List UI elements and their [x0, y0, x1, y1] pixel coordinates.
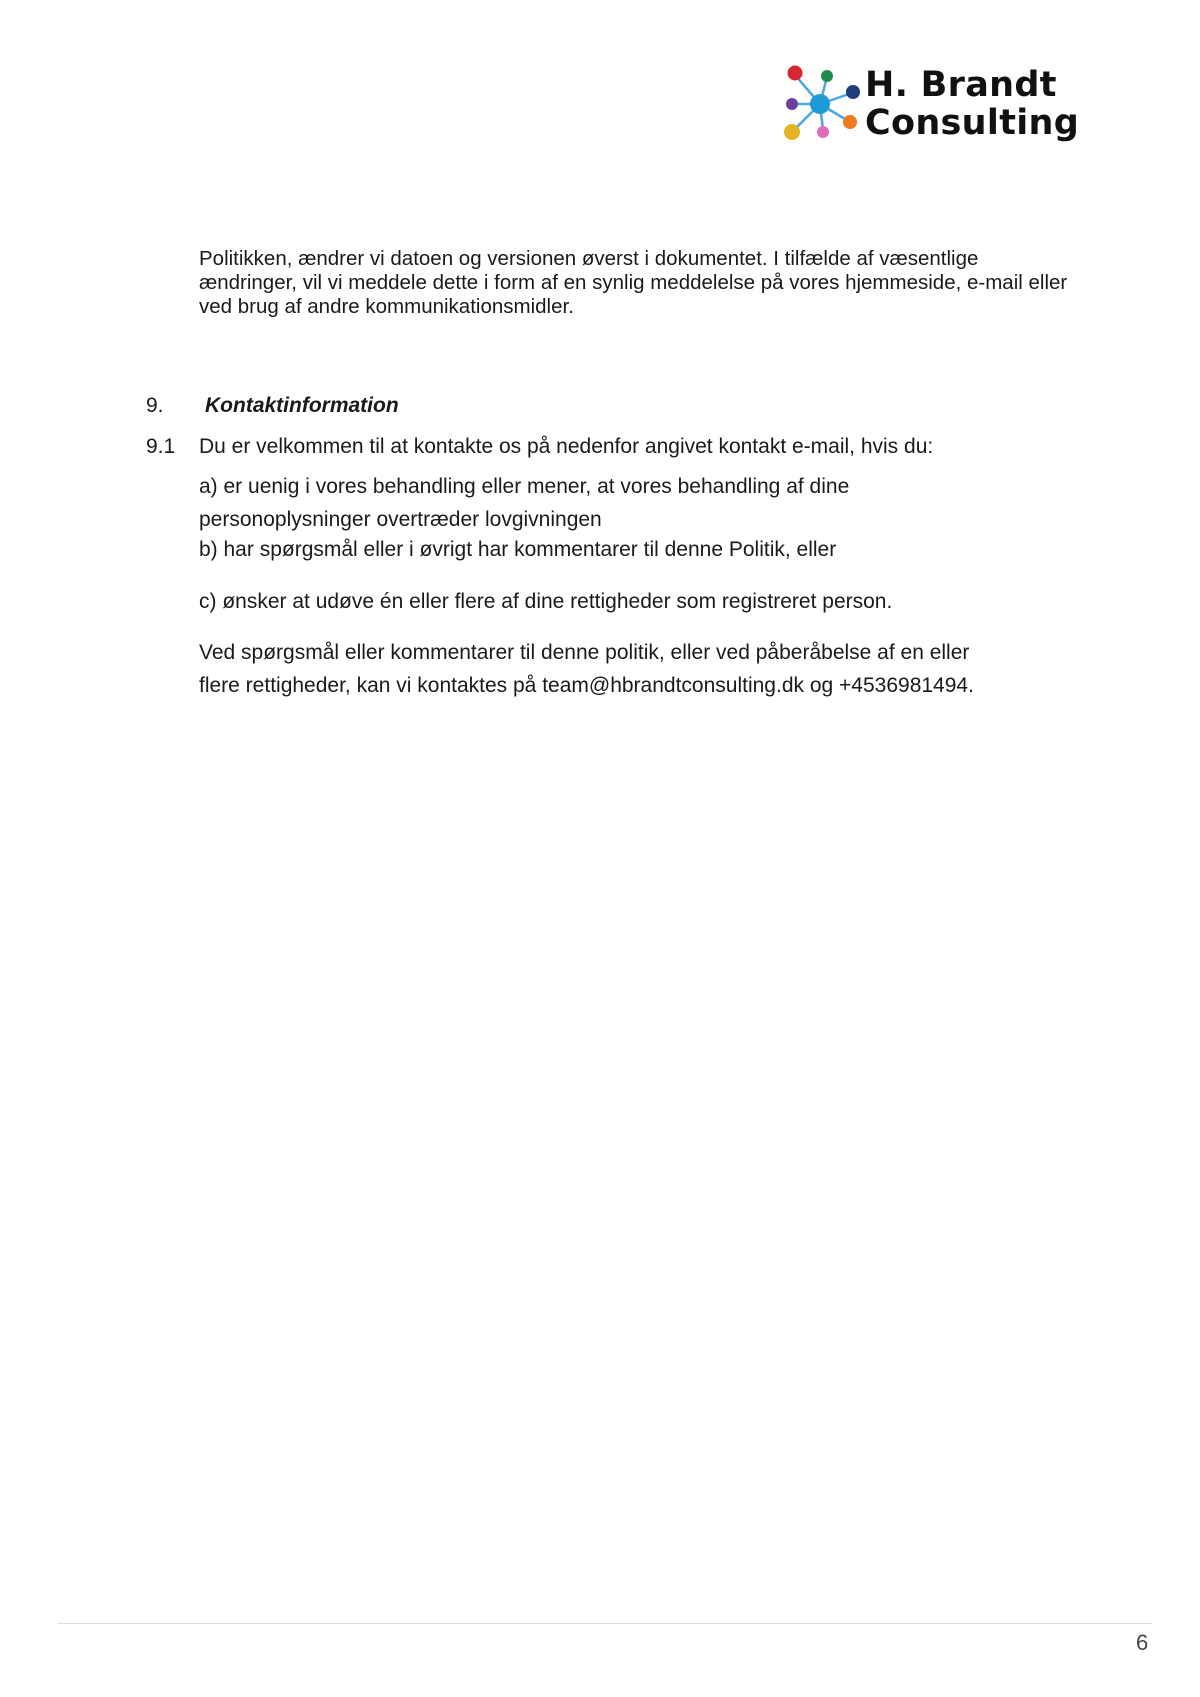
- clause-text: Du er velkommen til at kontakte os på nedenfor angivet kontakt e-mail, hvis du:: [199, 435, 934, 458]
- list-item-c: c) ønsker at udøve én eller flere af dine rettigheder som registreret person.: [199, 590, 893, 613]
- section-number: 9.: [146, 394, 164, 417]
- clause-number: 9.1: [146, 435, 176, 458]
- logo-line-2: Consulting: [865, 103, 1080, 143]
- section-heading: Kontaktinformation: [205, 394, 399, 417]
- list-item-a-line-2: personoplysninger overtræder lovgivningen: [199, 508, 602, 531]
- contact-line-1: Ved spørgsmål eller kommentarer til denne politik, eller ved påberåbelse af en eller: [199, 641, 970, 664]
- list-item-b: b) har spørgsmål eller i øvrigt har kommentarer til denne Politik, eller: [199, 538, 837, 561]
- network-logo-icon: [780, 60, 865, 150]
- logo-wordmark: [865, 66, 1079, 142]
- intro-paragraph: Politikken, ændrer vi datoen og versionen øverst i dokumentet. I tilfælde af væsentlige ændringer, vil vi meddele dette i form af en synlig meddelelse på vores hjemmeside, e-mail eller ved brug af andre kommunikationsmidler.: [199, 247, 1068, 318]
- page-number: 6: [1136, 1630, 1149, 1655]
- contact-line-2: flere rettigheder, kan vi kontaktes på team@hbrandtconsulting.dk og +4536981494.: [199, 674, 974, 697]
- footer-divider: [58, 1623, 1152, 1624]
- company-logo: [780, 60, 1080, 150]
- list-item-a-line-1: a) er uenig i vores behandling eller mener, at vores behandling af dine: [199, 475, 850, 498]
- logo-line-1: H. Brandt: [865, 65, 1057, 105]
